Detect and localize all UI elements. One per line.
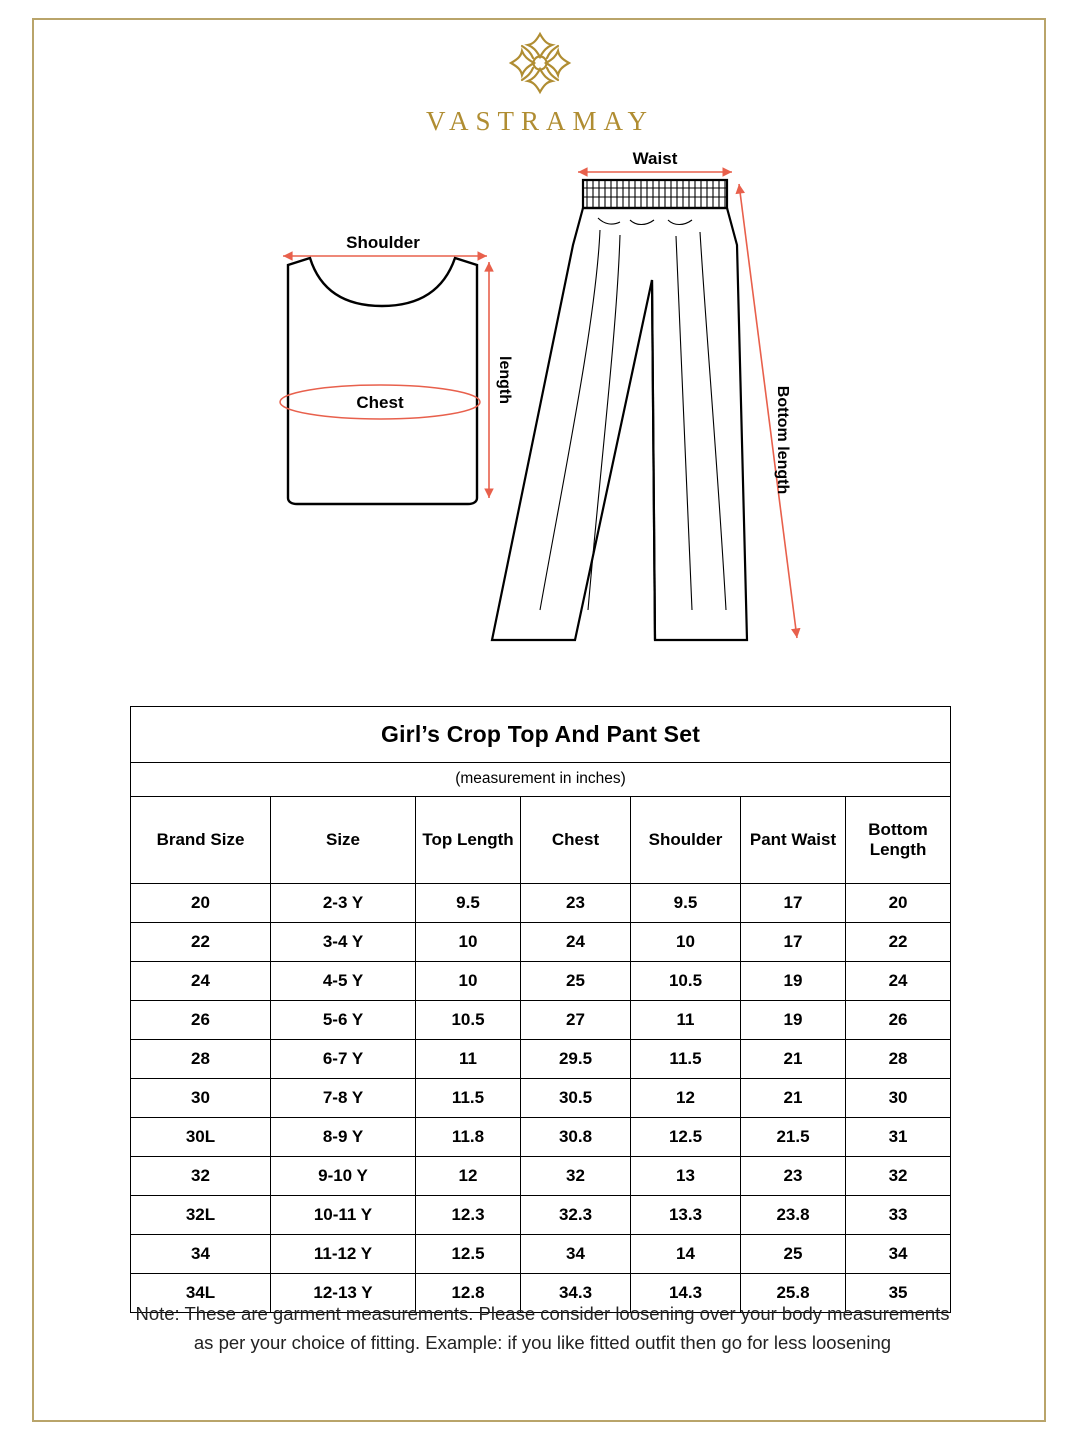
- cell-shoulder: 12: [631, 1079, 741, 1118]
- cell-size: 4-5 Y: [271, 962, 416, 1001]
- cell-top-length: 11.8: [416, 1118, 521, 1157]
- measurement-note: [50, 1300, 1035, 1357]
- cell-shoulder: 14: [631, 1235, 741, 1274]
- cell-bottom-length: 22: [846, 923, 951, 962]
- cell-chest: 34.3: [521, 1274, 631, 1313]
- garment-illustration: [0, 140, 1080, 680]
- table-title-row: [131, 707, 951, 763]
- cell-top-length: 11.5: [416, 1079, 521, 1118]
- column-header-size: Size: [271, 797, 416, 884]
- table-row: [131, 1157, 951, 1196]
- cell-pant-waist: 19: [741, 962, 846, 1001]
- cell-shoulder: 13: [631, 1157, 741, 1196]
- cell-chest: 32.3: [521, 1196, 631, 1235]
- cell-chest: 32: [521, 1157, 631, 1196]
- table-row: [131, 1040, 951, 1079]
- cell-bottom-length: 20: [846, 884, 951, 923]
- cell-top-length: 9.5: [416, 884, 521, 923]
- cell-shoulder: 14.3: [631, 1274, 741, 1313]
- cell-chest: 27: [521, 1001, 631, 1040]
- cell-brand-size: 32L: [131, 1196, 271, 1235]
- cell-shoulder: 11: [631, 1001, 741, 1040]
- table-row: [131, 1196, 951, 1235]
- cell-brand-size: 20: [131, 884, 271, 923]
- table-row: [131, 1118, 951, 1157]
- cell-chest: 23: [521, 884, 631, 923]
- column-header-pant-waist: Pant Waist: [741, 797, 846, 884]
- brand-name: VASTRAMAY: [425, 106, 655, 136]
- cell-size: 7-8 Y: [271, 1079, 416, 1118]
- table-row: [131, 923, 951, 962]
- cell-top-length: 11: [416, 1040, 521, 1079]
- cell-shoulder: 10.5: [631, 962, 741, 1001]
- cell-chest: 30.5: [521, 1079, 631, 1118]
- cell-bottom-length: 30: [846, 1079, 951, 1118]
- table-row: [131, 1001, 951, 1040]
- label-waist: Waist: [632, 149, 678, 168]
- floral-emblem-icon: [495, 28, 585, 98]
- cell-bottom-length: 28: [846, 1040, 951, 1079]
- cell-top-length: 12.3: [416, 1196, 521, 1235]
- cell-brand-size: 34L: [131, 1274, 271, 1313]
- cell-pant-waist: 23.8: [741, 1196, 846, 1235]
- cell-size: 5-6 Y: [271, 1001, 416, 1040]
- table-row: [131, 1079, 951, 1118]
- label-bottom-length: Bottom length: [774, 385, 791, 495]
- cell-size: 12-13 Y: [271, 1274, 416, 1313]
- cell-shoulder: 9.5: [631, 884, 741, 923]
- cell-bottom-length: 34: [846, 1235, 951, 1274]
- cell-chest: 24: [521, 923, 631, 962]
- cell-shoulder: 10: [631, 923, 741, 962]
- cell-brand-size: 30L: [131, 1118, 271, 1157]
- cell-pant-waist: 19: [741, 1001, 846, 1040]
- cell-pant-waist: 23: [741, 1157, 846, 1196]
- label-length: length: [496, 356, 513, 404]
- cell-bottom-length: 35: [846, 1274, 951, 1313]
- cell-size: 3-4 Y: [271, 923, 416, 962]
- cell-pant-waist: 17: [741, 884, 846, 923]
- cell-pant-waist: 25.8: [741, 1274, 846, 1313]
- cell-brand-size: 28: [131, 1040, 271, 1079]
- column-header-top-length: Top Length: [416, 797, 521, 884]
- cell-pant-waist: 21: [741, 1040, 846, 1079]
- table-subtitle-row: [131, 763, 951, 797]
- table-row: [131, 884, 951, 923]
- cell-top-length: 10.5: [416, 1001, 521, 1040]
- cell-shoulder: 13.3: [631, 1196, 741, 1235]
- cell-brand-size: 32: [131, 1157, 271, 1196]
- cell-top-length: 10: [416, 962, 521, 1001]
- column-header-bottom-length: Bottom Length: [846, 797, 951, 884]
- cell-top-length: 12.8: [416, 1274, 521, 1313]
- cell-shoulder: 11.5: [631, 1040, 741, 1079]
- cell-brand-size: 24: [131, 962, 271, 1001]
- cell-top-length: 10: [416, 923, 521, 962]
- cell-size: 9-10 Y: [271, 1157, 416, 1196]
- cell-brand-size: 34: [131, 1235, 271, 1274]
- note-line-1: Note: These are garment measurements. Please consider loosening over your body measurements: [135, 1303, 950, 1324]
- cell-chest: 30.8: [521, 1118, 631, 1157]
- illustration-svg: [0, 140, 1080, 680]
- cell-top-length: 12: [416, 1157, 521, 1196]
- cell-chest: 25: [521, 962, 631, 1001]
- cell-chest: 34: [521, 1235, 631, 1274]
- cell-brand-size: 22: [131, 923, 271, 962]
- cell-bottom-length: 33: [846, 1196, 951, 1235]
- table-title: Girl’s Crop Top And Pant Set: [131, 707, 951, 763]
- label-shoulder: Shoulder: [346, 233, 420, 252]
- table-subtitle: (measurement in inches): [131, 763, 951, 797]
- cell-pant-waist: 17: [741, 923, 846, 962]
- cell-bottom-length: 32: [846, 1157, 951, 1196]
- cell-pant-waist: 21.5: [741, 1118, 846, 1157]
- column-header-shoulder: Shoulder: [631, 797, 741, 884]
- table-row: [131, 1235, 951, 1274]
- cell-brand-size: 26: [131, 1001, 271, 1040]
- cell-chest: 29.5: [521, 1040, 631, 1079]
- cell-size: 6-7 Y: [271, 1040, 416, 1079]
- column-header-chest: Chest: [521, 797, 631, 884]
- cell-size: 2-3 Y: [271, 884, 416, 923]
- cell-top-length: 12.5: [416, 1235, 521, 1274]
- cell-pant-waist: 21: [741, 1079, 846, 1118]
- size-chart-table: [130, 706, 950, 1313]
- column-header-brand-size: Brand Size: [131, 797, 271, 884]
- brand-header: [0, 28, 1080, 137]
- note-line-2: as per your choice of fitting. Example: if you like fitted outfit then go for less loosening: [193, 1331, 892, 1353]
- cell-bottom-length: 31: [846, 1118, 951, 1157]
- cell-shoulder: 12.5: [631, 1118, 741, 1157]
- table-row: [131, 962, 951, 1001]
- cell-size: 10-11 Y: [271, 1196, 416, 1235]
- cell-bottom-length: 26: [846, 1001, 951, 1040]
- cell-size: 8-9 Y: [271, 1118, 416, 1157]
- table-header-row: [131, 797, 951, 884]
- cell-size: 11-12 Y: [271, 1235, 416, 1274]
- cell-brand-size: 30: [131, 1079, 271, 1118]
- label-chest: Chest: [356, 393, 404, 412]
- cell-bottom-length: 24: [846, 962, 951, 1001]
- cell-pant-waist: 25: [741, 1235, 846, 1274]
